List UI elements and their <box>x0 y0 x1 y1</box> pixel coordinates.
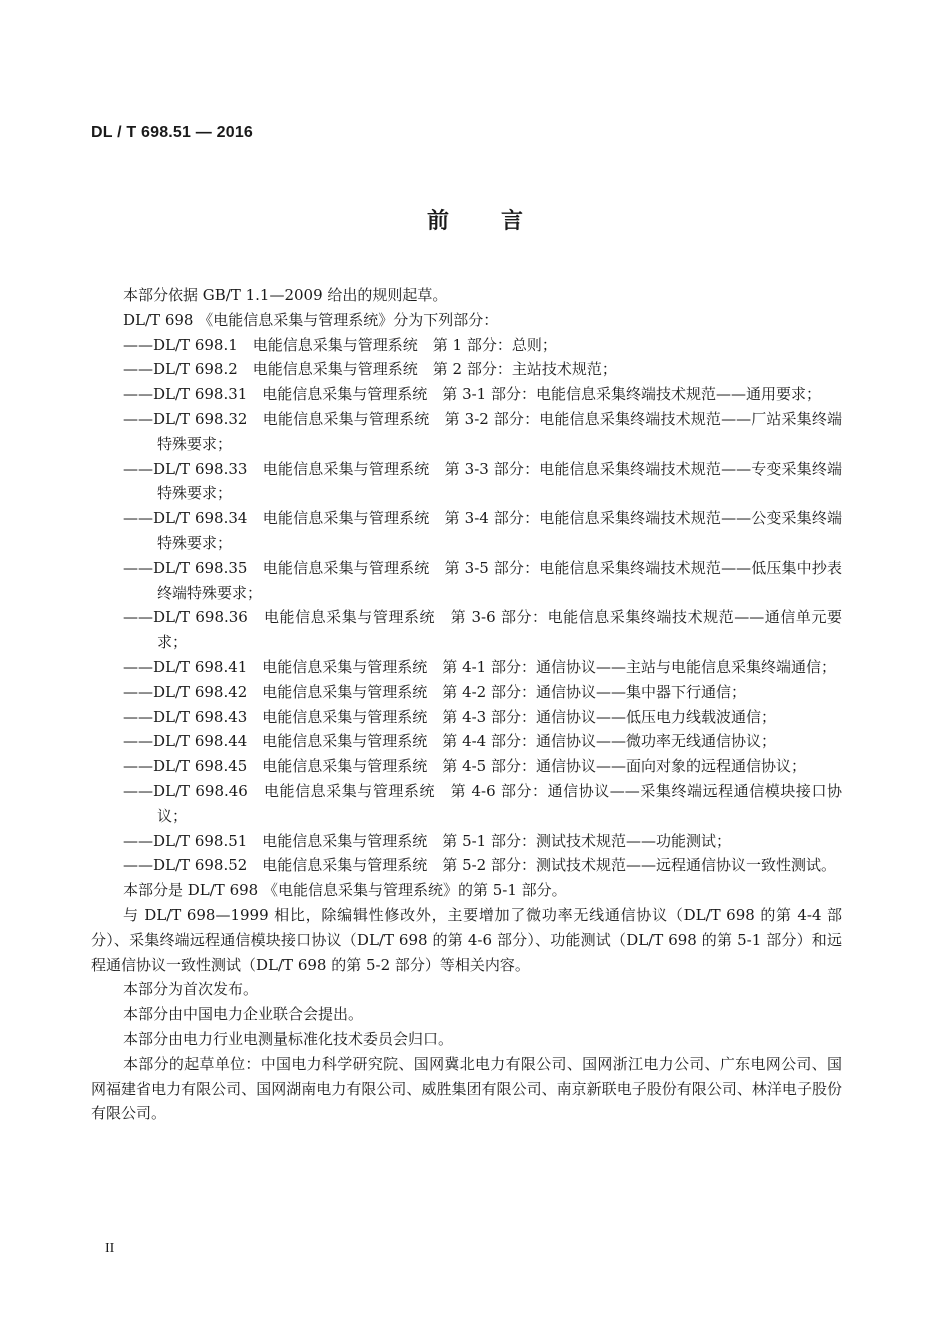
part-list-item: ——DL/T 698.2 电能信息采集与管理系统 第 2 部分：主站技术规范； <box>123 360 617 379</box>
intro-paragraph: DL/T 698 《电能信息采集与管理系统》分为下列部分： <box>123 310 499 329</box>
part-list-item: ——DL/T 698.45 电能信息采集与管理系统 第 4-5 部分：通信协议——面向对象的远程通信协议； <box>123 757 806 776</box>
part-list-item: ——DL/T 698.42 电能信息采集与管理系统 第 4-2 部分：通信协议——集中器下行通信； <box>123 682 746 701</box>
body-paragraph: 本部分由中国电力企业联合会提出。 <box>123 1005 364 1024</box>
part-list-item: ——DL/T 698.33 电能信息采集与管理系统 第 3-3 部分：电能信息采集终端技术规范——专变采集终端特殊要求； <box>123 459 842 503</box>
part-list-item: ——DL/T 698.52 电能信息采集与管理系统 第 5-2 部分：测试技术规范——远程通信协议一致性测试。 <box>123 856 836 875</box>
part-list-item: ——DL/T 698.31 电能信息采集与管理系统 第 3-1 部分：电能信息采集终端技术规范——通用要求； <box>123 385 821 404</box>
part-list-item: ——DL/T 698.1 电能信息采集与管理系统 第 1 部分：总则； <box>123 335 557 354</box>
body-paragraph: 本部分由电力行业电测量标准化技术委员会归口。 <box>123 1029 454 1048</box>
part-list-item: ——DL/T 698.36 电能信息采集与管理系统 第 3-6 部分：电能信息采集终端技术规范——通信单元要求； <box>123 608 842 652</box>
part-list-item: ——DL/T 698.34 电能信息采集与管理系统 第 3-4 部分：电能信息采集终端技术规范——公变采集终端特殊要求； <box>123 509 842 552</box>
standard-code: DL / T 698.51 — 2016 <box>91 124 254 141</box>
page-title: 前言 <box>426 209 575 234</box>
part-list-item: ——DL/T 698.32 电能信息采集与管理系统 第 3-2 部分：电能信息采集终端技术规范——厂站采集终端特殊要求； <box>123 409 842 453</box>
part-list-item: ——DL/T 698.43 电能信息采集与管理系统 第 4-3 部分：通信协议——低压电力线载波通信； <box>123 707 776 726</box>
part-list-item: ——DL/T 698.44 电能信息采集与管理系统 第 4-4 部分：通信协议——微功率无线通信协议； <box>123 732 776 751</box>
intro-paragraph: 本部分依据 GB/T 1.1—2009 给出的规则起草。 <box>123 286 448 304</box>
body-paragraph: 与 DL/T 698—1999 相比，除编辑性修改外，主要增加了微功率无线通信协议（DL/T 698 的第 4-4 部分）、采集终端远程通信模块接口协议（DL/T 698 的第 4-6 部分）、功能测试（DL/T 698 的第 5-1 部分）和远程通信协议一致性测试（DL/T 698 的第 5-2 部分）等相关内容。 <box>91 905 842 974</box>
part-list-item: ——DL/T 698.41 电能信息采集与管理系统 第 4-1 部分：通信协议——主站与电能信息采集终端通信； <box>123 657 836 676</box>
part-list-item: ——DL/T 698.35 电能信息采集与管理系统 第 3-5 部分：电能信息采集终端技术规范——低压集中抄表终端特殊要求； <box>123 558 842 602</box>
page-number: II <box>105 1241 115 1256</box>
body-paragraph: 本部分为首次发布。 <box>123 980 259 999</box>
part-list-item: ——DL/T 698.46 电能信息采集与管理系统 第 4-6 部分：通信协议——采集终端远程通信模块接口协议； <box>123 781 842 825</box>
document-body <box>91 283 842 1126</box>
body-paragraph: 本部分的起草单位：中国电力科学研究院、国网冀北电力有限公司、国网浙江电力公司、广东电网公司、国网福建省电力有限公司、国网湖南电力有限公司、威胜集团有限公司、南京新联电子股份有限公司、林洋电子股份有限公司。 <box>91 1054 842 1123</box>
part-list-item: ——DL/T 698.51 电能信息采集与管理系统 第 5-1 部分：测试技术规范——功能测试； <box>123 831 731 850</box>
body-paragraph: 本部分是 DL/T 698 《电能信息采集与管理系统》的第 5-1 部分。 <box>123 881 567 900</box>
